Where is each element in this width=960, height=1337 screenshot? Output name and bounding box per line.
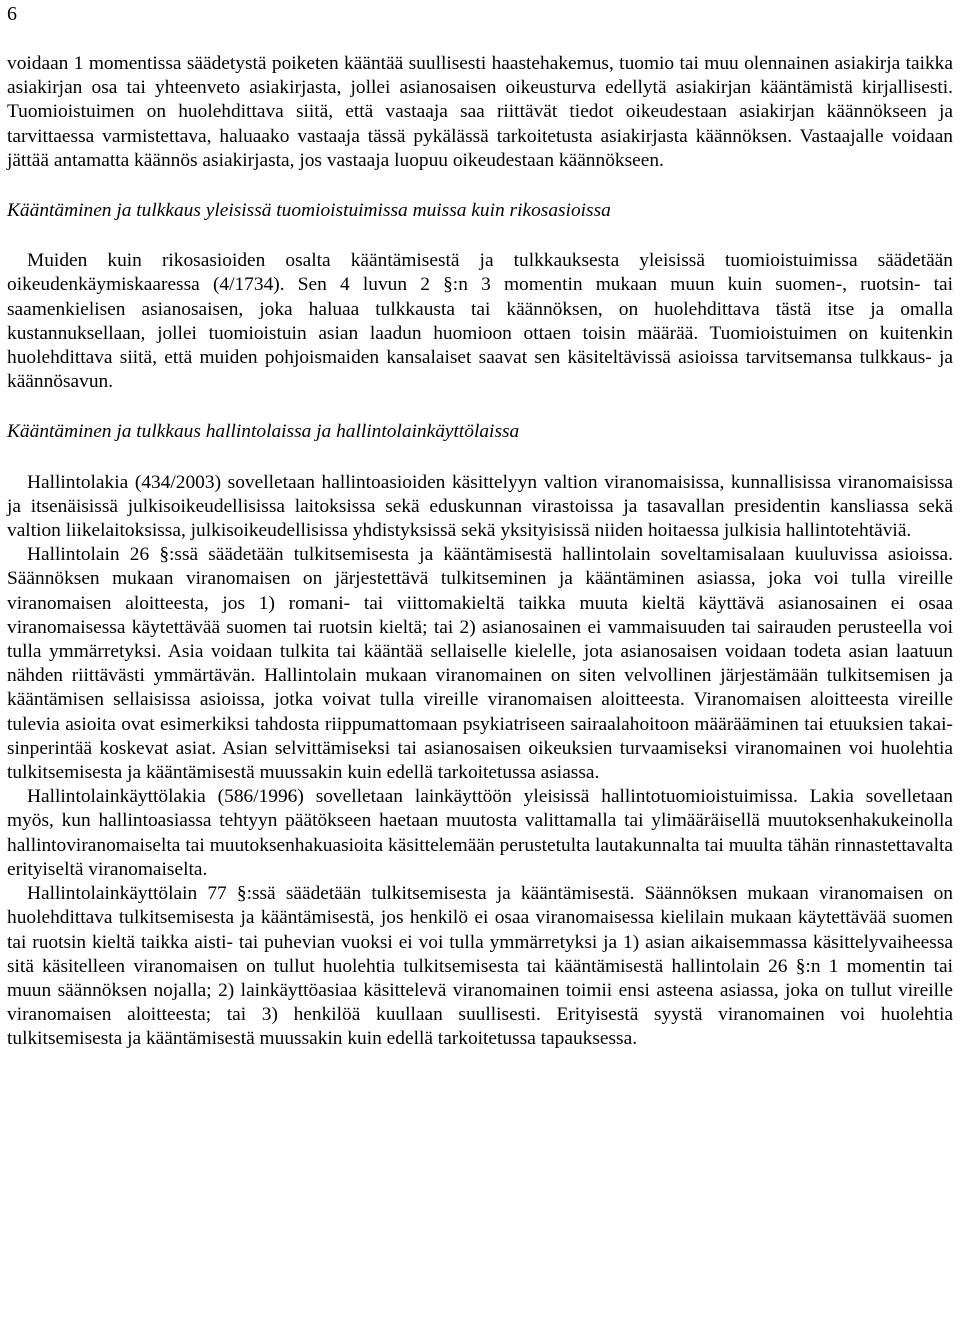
page-number: 6 (7, 3, 17, 25)
section-heading-general-courts: Kääntäminen ja tulkkaus yleisissä tuomioistuimissa muissa kuin rikosasioissa (7, 200, 611, 222)
paragraph-general-courts: Muiden kuin rikosasioiden osalta kääntämisestä ja tulkkauksesta yleisissä tuomioistuimissa säädetään oikeudenkäymiskaaressa (4/1734). Sen 4 luvun 2 §:n 3 momentin mukaan muun kuin suomen-, ruotsin- tai saamenkielisen asianosaisen, joka haluaa tulkkausta tai käännöksen, on huolehdittava tästä itse ja omalla kustannuksellaan, jollei tuomioistuin asian laadun huomioon ottaen toisin määrää. Tuomioistuimen on kuitenkin huolehdittava siitä, että muiden pohjoismaiden kansalaiset saavat sen käsiteltävissä asioissa tarvitsemansa tulkkaus- ja käännösavun. (7, 250, 953, 393)
paragraph-administrative-judicial-act: Hallintolainkäyttölakia (586/1996) sovelletaan lainkäyttöön yleisissä hallintotuomioistuimissa. Lakia sovelletaan myös, kun hallintoasiassa tehtyyn päätökseen haetaan muutosta valittamalla tai ylimääräisellä muutoksenhakukeinolla hallintoviranomaiselta tai muutoksenhakuasioita käsittelemään perustetulta lautakunnalta tai muulta tähän rinnastettavalta erityiseltä viranomaiselta. (7, 786, 953, 880)
paragraph-administrative-act-section-26: Hallintolain 26 §:ssä säädetään tulkitsemisesta ja kääntämisestä hallintolain soveltamisalaan kuuluvissa asioissa. Säännöksen mukaan viranomaisen on järjestettävä tulkitseminen ja kääntäminen asiassa, joka voi tulla vireille viranomaisen aloitteesta, jos 1) romani- tai viittomakieltä taikka muuta kieltä käyttävä asianosainen ei osaa viranomaisessa käytettävää suomen tai ruotsin kieltä; tai 2) asianosainen ei vammaisuuden tai sairauden perusteella voi tulla ymmärretyksi. Asia voidaan tulkita tai kääntää sellaiselle kielelle, jota asianosaisen voidaan todeta asian laatuun nähden riittävästi ymmärtävän. Hallintolain mukaan viranomainen on siten velvollinen järjestämään tulkitsemisen ja kääntämisen sellaisissa asioissa, jotka voivat tulla vireille viranomaisen aloitteesta. Viranomaisen aloitteesta vireille tulevia asioita ovat esimerkiksi tahdosta riippumattomaan psykiatriseen sairaalahoitoon määrääminen tai etuuksien takaisinperintää koskevat asiat. Asian selvittämiseksi tai asianosaisen oikeuksien turvaamiseksi viranomainen voi huolehtia tulkitsemisesta ja kääntämisestä muussakin kuin edellä tarkoitetussa asiassa. (7, 544, 953, 784)
paragraph-intro: voidaan 1 momentissa säädetystä poiketen kääntää suullisesti haastehakemus, tuomio tai muu olennainen asiakirja taikka asiakirjan osa tai yhteenveto asiakirjasta, jollei asianosaisen oikeusturva edellytä asiakirjan kääntämistä kirjallisesti. Tuomioistuimen on huolehdittava siitä, että vastaaja saa riittävät tiedot oikeudestaan asiakirjan käännökseen ja tarvittaessa varmistettava, haluaako vastaaja tässä pykälässä tarkoitetusta asiakirjasta käännöksen. Vastaajalle voidaan jättää antamatta käännös asiakirjasta, jos vastaaja luopuu oikeudestaan käännökseen. (7, 53, 953, 171)
paragraph-administrative-judicial-act-section-77: Hallintolainkäyttölain 77 §:ssä säädetään tulkitsemisesta ja kääntämisestä. Säännöksen mukaan viranomaisen on huolehdittava tulkitsemisesta ja kääntämisestä, jos henkilö ei osaa viranomaisessa kielilain mukaan käytettävää suomen tai ruotsin kieltä taikka aisti- tai puhevian vuoksi ei voi tulla ymmärretyksi ja 1) asian aikaisemmassa käsittelyvaiheessa sitä käsitelleen viranomaisen on tullut huolehtia tulkitsemisesta tai kääntämisestä hallintolain 26 §:n 1 momentin tai muun säännöksen nojalla; 2) lainkäyttöasiaa käsittelevä viranomainen toimii ensi asteena asiassa, joka on tullut vireille viranomaisen aloitteesta; tai 3) henkilöä kuullaan suullisesti. Erityisestä syystä viranomainen voi huolehtia tulkitsemisesta ja kääntämisestä muussakin kuin edellä tarkoitetussa tapauksessa. (7, 883, 953, 1050)
paragraph-administrative-act: Hallintolakia (434/2003) sovelletaan hallintoasioiden käsittelyyn valtion viranomaisissa, kunnallisissa viranomaisissa ja itsenäisissä julkisoikeudellisissa laitoksissa sekä eduskunnan virastoissa ja tasavallan presidentin kansliassa sekä valtion liikelaitoksissa, julkisoikeudellisissa yhdistyksissä sekä yksityisissä niiden hoitaessa julkisia hallintotehtäviä. (7, 471, 953, 542)
document-body (7, 52, 953, 1052)
section-heading-administration: Kääntäminen ja tulkkaus hallintolaissa ja hallintolainkäyttölaissa (7, 421, 520, 443)
